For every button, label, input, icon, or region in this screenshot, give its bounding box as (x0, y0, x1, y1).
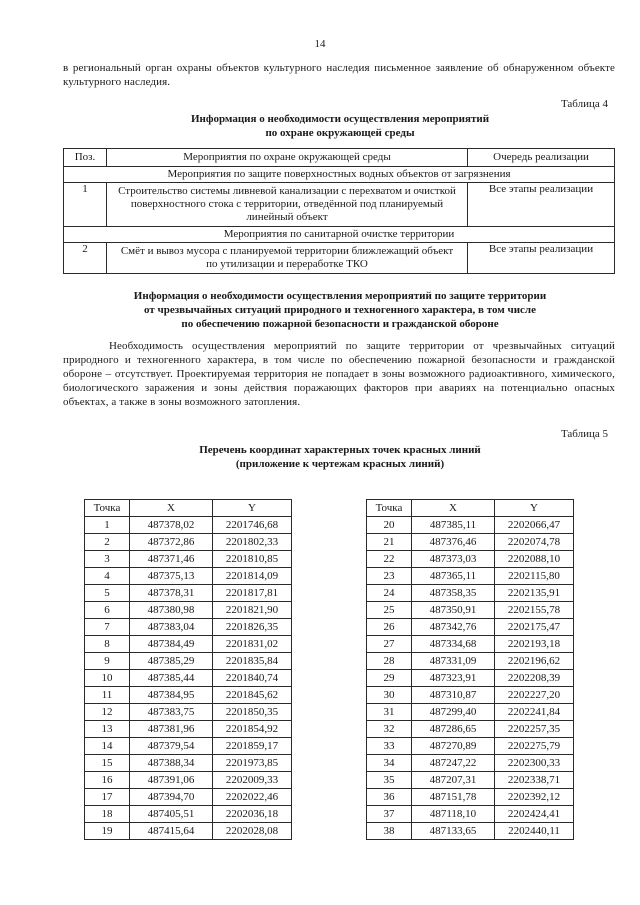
coord-point: 12 (85, 704, 130, 721)
coord-row (85, 755, 292, 772)
emergency-body: Необходимость осуществления мероприятий по защите территории от чрезвычайных ситуаций природного и техногенного характера, в том числе по обеспечению пожарной безопасности и гражданской обороне – отсутствует. Проектируемая территория не попадает в зоны возможного радиоактивного, химического, биологического заражения и зоны действия поражающих факторов при авариях на потенциально опасных объектах, а также в зоны возможного затопления. (63, 340, 615, 408)
coord-x: 487334,68 (412, 636, 495, 653)
row2-text: Смёт и вывоз мусора с планируемой территории ближлежащий объект по утилизации и переработке ТКО (107, 243, 468, 274)
coord-point: 18 (85, 806, 130, 823)
coord-point: 3 (85, 551, 130, 568)
coord-y: 2201821,90 (213, 602, 292, 619)
coord-x: 487331,09 (412, 653, 495, 670)
coord-header-x: X (130, 500, 213, 517)
emergency-title-line2: от чрезвычайных ситуаций природного и техногенного характера, в том числе (144, 304, 536, 316)
intro-paragraph: в региональный орган охраны объектов культурного наследия письменное заявление об обнаруженном объекте культурного наследия. (63, 62, 615, 88)
coord-row (367, 551, 574, 568)
coord-header-point: Точка (85, 500, 130, 517)
coord-y: 2201973,85 (213, 755, 292, 772)
coord-row (367, 517, 574, 534)
coord-point: 17 (85, 789, 130, 806)
coord-row (85, 704, 292, 721)
coord-row (85, 670, 292, 687)
coord-point: 14 (85, 738, 130, 755)
section-water: Мероприятия по защите поверхностных водных объектов от загрязнения (64, 167, 615, 183)
coord-y: 2202175,47 (495, 619, 574, 636)
coord-point: 22 (367, 551, 412, 568)
coord-x: 487376,46 (412, 534, 495, 551)
coord-y: 2202115,80 (495, 568, 574, 585)
coord-point: 11 (85, 687, 130, 704)
coord-row (85, 772, 292, 789)
coord-x: 487378,02 (130, 517, 213, 534)
section-sanitary: Мероприятия по санитарной очистке территории (64, 227, 615, 243)
coord-x: 487372,86 (130, 534, 213, 551)
coord-point: 16 (85, 772, 130, 789)
coord-row (85, 823, 292, 840)
coord-point: 33 (367, 738, 412, 755)
coord-point: 34 (367, 755, 412, 772)
coord-header-y: Y (495, 500, 574, 517)
coordinates-table-left (84, 499, 292, 840)
coord-y: 2201817,81 (213, 585, 292, 602)
coord-y: 2202028,08 (213, 823, 292, 840)
table5-title-line2: (приложение к чертежам красных линий) (235, 458, 445, 470)
coord-row (367, 755, 574, 772)
coord-x: 487384,95 (130, 687, 213, 704)
coord-row (85, 636, 292, 653)
table4-title (40, 112, 640, 140)
coord-header-x: X (412, 500, 495, 517)
row1-stage: Все этапы реализации (468, 183, 615, 227)
coord-y: 2202208,39 (495, 670, 574, 687)
coord-row (367, 687, 574, 704)
coord-y: 2202196,62 (495, 653, 574, 670)
coord-point: 2 (85, 534, 130, 551)
header-pos: Поз. (64, 149, 107, 167)
coord-x: 487391,06 (130, 772, 213, 789)
coord-y: 2201854,92 (213, 721, 292, 738)
coord-point: 35 (367, 772, 412, 789)
coord-row (85, 602, 292, 619)
coord-x: 487405,51 (130, 806, 213, 823)
coord-y: 2202074,78 (495, 534, 574, 551)
coord-point: 20 (367, 517, 412, 534)
coord-row (367, 653, 574, 670)
coord-point: 27 (367, 636, 412, 653)
coord-y: 2202066,47 (495, 517, 574, 534)
coord-point: 8 (85, 636, 130, 653)
coord-x: 487373,03 (412, 551, 495, 568)
row2-pos: 2 (64, 243, 107, 274)
coord-point: 37 (367, 806, 412, 823)
coord-row (367, 823, 574, 840)
emergency-title (40, 289, 640, 331)
coord-y: 2202135,91 (495, 585, 574, 602)
coord-point: 30 (367, 687, 412, 704)
coord-x: 487385,29 (130, 653, 213, 670)
coord-x: 487371,46 (130, 551, 213, 568)
coord-point: 24 (367, 585, 412, 602)
coord-header-point: Точка (367, 500, 412, 517)
coord-x: 487375,13 (130, 568, 213, 585)
coord-point: 10 (85, 670, 130, 687)
coord-point: 9 (85, 653, 130, 670)
coord-y: 2202009,33 (213, 772, 292, 789)
coord-row (85, 619, 292, 636)
coord-row (367, 636, 574, 653)
coord-row (367, 806, 574, 823)
coord-x: 487151,78 (412, 789, 495, 806)
emergency-title-line3: по обеспечению пожарной безопасности и гражданской обороне (181, 318, 499, 330)
coord-row (85, 721, 292, 738)
table4-title-line1: Информация о необходимости осуществления мероприятий (190, 113, 490, 125)
coord-x: 487383,75 (130, 704, 213, 721)
coordinates-table-right (366, 499, 574, 840)
coord-y: 2201845,62 (213, 687, 292, 704)
row1-text: Строительство системы ливневой канализации с перехватом и очисткой поверхностного стока с территории, отведённой под планируемый линейный объект (107, 183, 468, 227)
coord-y: 2202338,71 (495, 772, 574, 789)
coord-row (367, 670, 574, 687)
coord-y: 2202241,84 (495, 704, 574, 721)
coord-x: 487385,44 (130, 670, 213, 687)
coord-point: 23 (367, 568, 412, 585)
coord-x: 487394,70 (130, 789, 213, 806)
coord-y: 2201810,85 (213, 551, 292, 568)
coord-row (367, 721, 574, 738)
coord-point: 13 (85, 721, 130, 738)
coord-y: 2202300,33 (495, 755, 574, 772)
coord-row (85, 517, 292, 534)
coord-y: 2201831,02 (213, 636, 292, 653)
table4-label: Таблица 4 (560, 98, 608, 110)
table5-label: Таблица 5 (560, 428, 608, 440)
coord-y: 2202036,18 (213, 806, 292, 823)
coord-point: 28 (367, 653, 412, 670)
coord-x: 487299,40 (412, 704, 495, 721)
coord-point: 15 (85, 755, 130, 772)
coord-x: 487415,64 (130, 823, 213, 840)
coord-row (367, 738, 574, 755)
coord-row (85, 687, 292, 704)
coord-y: 2202155,78 (495, 602, 574, 619)
coord-row (367, 585, 574, 602)
coord-x: 487384,49 (130, 636, 213, 653)
coord-row (367, 789, 574, 806)
coord-y: 2202193,18 (495, 636, 574, 653)
coord-y: 2202227,20 (495, 687, 574, 704)
coord-row (367, 602, 574, 619)
table5-title-line1: Перечень координат характерных точек красных линий (199, 444, 481, 456)
coord-x: 487207,31 (412, 772, 495, 789)
coord-x: 487388,34 (130, 755, 213, 772)
coord-row (85, 806, 292, 823)
coord-x: 487380,98 (130, 602, 213, 619)
coord-row (85, 653, 292, 670)
coord-y: 2202022,46 (213, 789, 292, 806)
coord-point: 1 (85, 517, 130, 534)
coord-x: 487381,96 (130, 721, 213, 738)
coord-x: 487247,22 (412, 755, 495, 772)
coord-y: 2202257,35 (495, 721, 574, 738)
coord-point: 29 (367, 670, 412, 687)
coord-y: 2201840,74 (213, 670, 292, 687)
header-measures: Мероприятия по охране окружающей среды (107, 149, 468, 167)
coord-y: 2201802,33 (213, 534, 292, 551)
coord-point: 32 (367, 721, 412, 738)
coord-x: 487379,54 (130, 738, 213, 755)
coord-row (367, 619, 574, 636)
coord-y: 2201746,68 (213, 517, 292, 534)
coord-x: 487342,76 (412, 619, 495, 636)
coord-x: 487286,65 (412, 721, 495, 738)
coord-y: 2201835,84 (213, 653, 292, 670)
coord-point: 5 (85, 585, 130, 602)
coord-point: 26 (367, 619, 412, 636)
coord-x: 487133,65 (412, 823, 495, 840)
page-number: 14 (314, 38, 326, 50)
coord-row (85, 738, 292, 755)
coord-row (367, 772, 574, 789)
coord-x: 487365,11 (412, 568, 495, 585)
coord-x: 487270,89 (412, 738, 495, 755)
coord-row (85, 534, 292, 551)
coord-x: 487378,31 (130, 585, 213, 602)
coord-y: 2202392,12 (495, 789, 574, 806)
coord-y: 2202440,11 (495, 823, 574, 840)
row2-stage: Все этапы реализации (468, 243, 615, 274)
table4-title-line2: по охране окружающей среды (265, 127, 415, 139)
coord-point: 25 (367, 602, 412, 619)
coord-row (85, 789, 292, 806)
coord-point: 6 (85, 602, 130, 619)
coord-y: 2201850,35 (213, 704, 292, 721)
coord-y: 2201826,35 (213, 619, 292, 636)
coord-point: 38 (367, 823, 412, 840)
coord-point: 7 (85, 619, 130, 636)
coord-y: 2202088,10 (495, 551, 574, 568)
coord-x: 487358,35 (412, 585, 495, 602)
coord-x: 487310,87 (412, 687, 495, 704)
coord-point: 19 (85, 823, 130, 840)
coord-x: 487118,10 (412, 806, 495, 823)
coord-row (85, 585, 292, 602)
row1-pos: 1 (64, 183, 107, 227)
header-stage: Очередь реализации (468, 149, 615, 167)
coord-y: 2202424,41 (495, 806, 574, 823)
coord-point: 36 (367, 789, 412, 806)
coord-point: 21 (367, 534, 412, 551)
coord-y: 2201859,17 (213, 738, 292, 755)
coord-x: 487383,04 (130, 619, 213, 636)
environment-table (63, 148, 615, 274)
coord-row (85, 568, 292, 585)
coord-point: 4 (85, 568, 130, 585)
coord-row (367, 534, 574, 551)
coord-point: 31 (367, 704, 412, 721)
coord-header-y: Y (213, 500, 292, 517)
coord-y: 2201814,09 (213, 568, 292, 585)
coord-x: 487323,91 (412, 670, 495, 687)
table5-title (40, 443, 640, 471)
coord-y: 2202275,79 (495, 738, 574, 755)
coord-row (367, 568, 574, 585)
coord-x: 487385,11 (412, 517, 495, 534)
coord-x: 487350,91 (412, 602, 495, 619)
emergency-title-line1: Информация о необходимости осуществления мероприятий по защите территории (133, 290, 547, 302)
coord-row (367, 704, 574, 721)
coord-row (85, 551, 292, 568)
